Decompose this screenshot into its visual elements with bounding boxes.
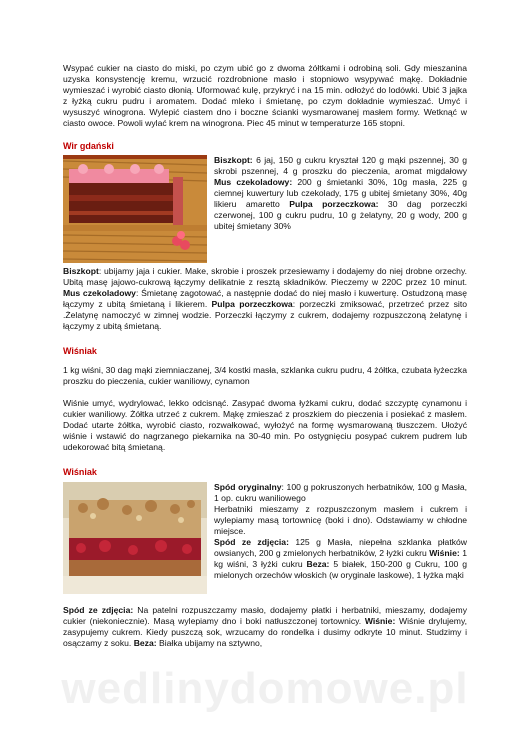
recipe-title-wisniak-2: Wiśniak	[63, 467, 97, 477]
method-text-biszkopt: : ubijamy jaja i cukier. Make, skrobie i proszek przesiewamy i dodajemy do niej drobne orzechy. Ubitą masę jajowo-cukrową łączymy delikatnie z resztą składników. Pieczemy w 220C przez 10 minut.	[63, 266, 467, 287]
label-pulpa: Pulpa porzeczkowa:	[289, 199, 379, 209]
recipe-title-wir-gdanski: Wir gdański	[63, 141, 114, 151]
layer-cake-photo	[63, 155, 207, 263]
document-page	[63, 63, 467, 649]
text-biszkopt: 6 jaj, 150 g cukru kryształ 120 g mąki pszennej, 30 g skrobi pszennej, 4 g proszku do pieczenia, aromat migdałowy	[214, 155, 467, 176]
m-label-wisnie: Wiśnie:	[364, 616, 396, 626]
label-wisnie: Wiśnie:	[429, 548, 460, 558]
m-text-spod: Na patelni rozpuszczamy masło, dodajemy płatki i herbatniki, mieszamy, dodajemy cukier (niekoniecznie). Masą wylepiamy dno i boki natłuszczonej tortownicy.	[63, 605, 467, 626]
method-label-mus: Mus czekoladowy	[63, 288, 136, 298]
text-pulpa: 30 dag porzeczki czerwonej, 100 g cukru pudru, 10 g żelatyny, 20 g wody, 200 g ubitej śmietany 30%	[214, 199, 468, 231]
intro-paragraph: Wsypać cukier na ciasto do miski, po czym ubić go z dwoma żółtkami i odrobiną soli. Gdy mieszanina uzyska konsystencję kremu, wrzucić rozdrobnione masło i stopniowo wsypywać mąkę. Dokładnie wymieszać i wyrobić ciasto dłonią. Uformować kulę, przykryć i na 15 min. odłożyć do lodówki. Ubić 3 jajka z łyżką cukru pudru i aromatem. Dodać mleko i śmietanę, po czym dokładnie wymieszać. Umyć i wysuszyć winogrona. Wylepić ciastem dno i boczne ścianki wysmarowanej masłem formy. Wetknąć w ciasto owoce. Powoli wylać krem na winogrona. Piec 45 minut w temperaturze 165 stopni.	[63, 63, 467, 128]
label-mus: Mus czekoladowy:	[214, 177, 293, 187]
wisniak2-method	[63, 605, 467, 649]
m-text-wisnie: Wiśnie drylujemy, zasypujemy cukrem. Kiedy puszczą sok, wrzucamy do rondelka i dusimy odkryte 10 minut. Studzimy i osączamy z soku.	[63, 616, 467, 648]
method-label-biszkopt: Biszkopt	[63, 266, 99, 276]
m-text-beza: Białka ubijamy na sztywno,	[156, 638, 263, 648]
text-mus: 200 g śmietanki 30%, 10g masła, 225 g ciemnej kuwertury lub czekolady, 175 g ubitej śmietany 30%, 40g likieru amaretto	[214, 177, 468, 209]
text-beza: 5 białek, 150-200 g Cukru, 100 g mielonych orzechów włoskich (w oryginale laskowe), 1 łyżka mąki	[214, 559, 467, 580]
m-label-spod: Spód ze zdjęcia:	[63, 605, 134, 615]
cherry-crumble-photo	[63, 482, 207, 594]
text-wisnie: 1 kg wiśni, 3 łyżki cukru	[214, 548, 467, 569]
text-spod-method: Herbatniki mieszamy z rozpuszczonym masłem i cukrem i wylepiamy masą tortownicę (boki i dno). Odstawiamy w chłodne miejsce.	[214, 504, 467, 536]
method-text-pulpa: : porzeczki zmiksować, przetrzeć przez sito .Żelatynę namoczyć w zimnej wodzie. Porzeczki łączymy z cukrem, dodajemy rozpuszczoną żelatynę i łączymy z ubitą śmietaną.	[63, 299, 467, 331]
m-label-beza: Beza:	[133, 638, 157, 648]
wisniak2-row	[63, 482, 467, 594]
wisniak2-ingredients-text	[214, 482, 467, 594]
label-spod: Spód oryginalny	[214, 482, 282, 492]
wir-ingredients-row	[63, 155, 467, 263]
wir-ingredients-text	[214, 155, 467, 263]
text-spod: : 100 g pokruszonych herbatników, 100 g Masła, 1 op. cukru waniliowego	[214, 482, 467, 503]
label-spod-zdj: Spód ze zdjęcia:	[214, 537, 289, 547]
wir-method	[63, 266, 467, 332]
recipe-title-wisniak: Wiśniak	[63, 346, 97, 356]
label-biszkopt: Biszkopt:	[214, 155, 253, 165]
site-watermark: wedlinydomowe.pl	[61, 664, 469, 713]
label-beza: Beza:	[306, 559, 330, 569]
wisniak-method: Wiśnie umyć, wydrylować, lekko odcisnąć. Zasypać dwoma łyżkami cukru, dodać szczyptę cynamonu i cukier waniliowy. Żółtka utrzeć z cukrem. Mąkę zmieszać z proszkiem do pieczenia i posiekać z masłem. Dodać utarte żółtka, wyrobić ciasto, rozwałkować, wyłożyć na formę wysmarowaną tłuszczem. Ułożyć wiśnie i wstawić do nagrzanego piekarnika na 30-40 min. Po ostygnięciu posypać cukrem pudrem lub udekorować bitą śmietaną.	[63, 398, 467, 452]
wisniak-ingredients: 1 kg wiśni, 30 dag mąki ziemniaczanej, 3/4 kostki masła, szklanka cukru pudru, 4 żółtka, czubata łyżeczka proszku do pieczenia, cukier waniliowy, cynamon	[63, 365, 467, 386]
method-text-mus: : Śmietanę zagotować, a następnie dodać do niej masło i kuwerturę. Ostudzoną masę łączymy z ubitą śmietaną i likierem.	[63, 288, 467, 309]
method-label-pulpa: Pulpa porzeczkowa	[211, 299, 293, 309]
text-spod-zdj: 125 g Masła, niepełna szklanka płatków owsianych, 200 g zmielonych herbatników, 2 łyżki cukru	[214, 537, 467, 558]
